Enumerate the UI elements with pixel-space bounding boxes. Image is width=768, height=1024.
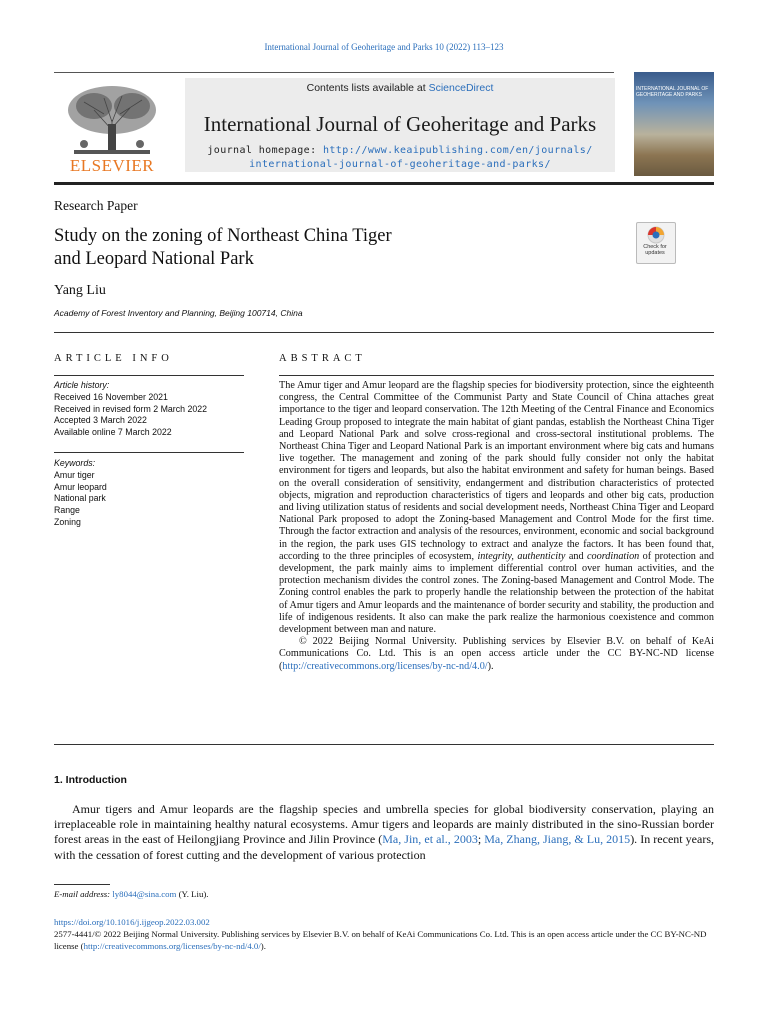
homepage-prefix: journal homepage: <box>207 145 323 156</box>
legal-license-link[interactable]: http://creativecommons.org/licenses/by-nc-nd/4.0/ <box>83 940 261 951</box>
header-rule <box>54 72 614 73</box>
email-footnote: E-mail address: ly8044@sina.com (Y. Liu). <box>54 889 209 899</box>
publisher-wordmark: ELSEVIER <box>69 156 155 175</box>
keywords-rule <box>54 452 244 453</box>
license-link[interactable]: http://creativecommons.org/licenses/by-nc-nd/4.0/ <box>282 660 488 672</box>
keyword: Amur leopard <box>54 481 107 492</box>
check-for-updates-button[interactable] <box>636 222 676 264</box>
email-link[interactable]: ly8044@sina.com <box>112 889 177 899</box>
introduction-heading: 1. Introduction <box>54 774 127 786</box>
article-info-heading: ARTICLE INFO <box>54 353 173 364</box>
journal-citation[interactable]: International Journal of Geoheritage and Parks 10 (2022) 113–123 <box>264 42 504 52</box>
check-updates-icon <box>637 223 675 245</box>
introduction-body: Amur tigers and Amur leopards are the flagship species and umbrella species for global biodiversity conservation, playing an irreplaceable role in maintaining healthy natural ecosystems. Amur tigers and leopards are mainly distributed in the sino-Russian border forest areas in the east of Heilongjiang Province and Jilin Province (Ma, Jin, et al., 2003; Ma, Zhang, Jiang, & Lu, 2015). In recent years, with the cessation of forest cutting and the development of various protection <box>54 802 714 862</box>
section-end-rule <box>54 744 714 745</box>
keywords <box>54 458 244 529</box>
keywords-label: Keywords: <box>54 458 96 468</box>
abstract-rule <box>279 375 714 376</box>
homepage-link-2[interactable]: international-journal-of-geoheritage-and-parks/ <box>249 159 551 170</box>
title-line-1: Study on the zoning of Northeast China Tiger <box>54 226 392 246</box>
author-affiliation: Academy of Forest Inventory and Planning, Beijing 100714, China <box>54 308 303 318</box>
title-line-2: and Leopard National Park <box>54 249 254 269</box>
email-label: E-mail address: <box>54 889 113 899</box>
contents-prefix: Contents lists available at <box>306 82 429 94</box>
abstract-text: The Amur tiger and Amur leopard are the flagship species for biodiversity protection, since the eighteenth congress, the Central Committee of the Communist Party and State Council of China attaches great importance to the tiger and leopard conservation. The 12th Meeting of the Central Finance and Economics Leading Group proposed to integrate the main habitat of giant pandas, establish the Northeast China Tiger and Leopard National Park and solve cross-regional and cross-sectoral institutional problems. The Northeast China Tiger and Leopard National Park is an important environment where big cats and humans live together. The management and zoning of the park should fully consider not only the habitat environment for tigers and leopards, but also the habitat environment and safety for human beings. Based on the overall consideration of sensitivity, endangerment and distribution characteristics of protected objects, migration and reproduction characteristics of tigers and leopards and other big cats, production and living utilization status of residents and social development needs, Northeast China Tiger and Leopard National Park proposed to adopt the Zoning-based Management and Control Mode for the first time. Through the factor extraction and analysis of the resources, environment, economic and social background in the region, the park uses GIS technology to extract and analyze the factors. It has been found that, according to the three principles of ecosystem, integrity, authenticity and coordination of protection and development, the park mainly aims to implement differential control over human activities, and the protection mechanism divides the control zones. The Zoning-based Management and Control Mode. The Zoning control enables the park to properly handle the relationship between the protection of the habitat of Amur tigers and Amur leopards and the maintenance of border security and stability, the production and life of indigenous residents. It also can make the park realize the harmonious coexistence and common development between man and nature. <box>279 380 715 636</box>
keyword: Zoning <box>54 516 81 527</box>
author-name: Yang Liu <box>54 283 106 298</box>
journal-homepage <box>185 144 615 172</box>
footnote-rule <box>54 884 110 885</box>
reference-link[interactable]: Ma, Zhang, Jiang, & Lu, 2015 <box>484 832 631 847</box>
history-item: Received 16 November 2021 <box>54 391 168 402</box>
history-item: Accepted 3 March 2022 <box>54 415 147 426</box>
contents-line <box>185 82 615 94</box>
cover-title: INTERNATIONAL JOURNAL OF GEOHERITAGE AND PARKS <box>636 86 709 98</box>
abstract-body <box>279 380 714 673</box>
history-item: Received in revised form 2 March 2022 <box>54 403 208 414</box>
doi-link[interactable]: https://doi.org/10.1016/j.ijgeop.2022.03.002 <box>54 917 210 927</box>
article-info-rule <box>54 375 244 376</box>
history-label: Article history: <box>54 380 110 390</box>
paper-title <box>54 225 574 271</box>
history-item: Available online 7 March 2022 <box>54 427 172 438</box>
legal-notice: 2577-4441/© 2022 Beijing Normal University. Publishing services by Elsevier B.V. on behalf of KeAi Communications Co. Ltd. This is an open access article under the CC BY-NC-ND license (http://creativecommons.org/licenses/by-nc-nd/4.0/). <box>54 929 707 951</box>
abstract-copyright: © 2022 Beijing Normal University. Publishing services by Elsevier B.V. on behalf of KeAi Communications Co. Ltd. This is an open access article under the CC BY-NC-ND license (http://creativecommons.org/licenses/by-nc-nd/4.0/). <box>279 636 714 672</box>
journal-title: International Journal of Geoheritage and Parks <box>203 112 597 136</box>
section-rule <box>54 332 714 333</box>
header-thick-rule <box>54 182 714 185</box>
article-history <box>54 380 244 439</box>
sciencedirect-link[interactable]: ScienceDirect <box>428 82 494 94</box>
paper-type: Research Paper <box>54 198 138 213</box>
keyword: Amur tiger <box>54 469 95 480</box>
keyword: Range <box>54 505 80 516</box>
abstract-heading: ABSTRACT <box>279 353 366 364</box>
reference-link[interactable]: Ma, Jin, et al., 2003 <box>382 832 478 847</box>
check-updates-label: Check for updates <box>643 244 667 256</box>
keyword: National park <box>54 493 106 504</box>
homepage-link-1[interactable]: http://www.keaipublishing.com/en/journals/ <box>322 145 593 156</box>
